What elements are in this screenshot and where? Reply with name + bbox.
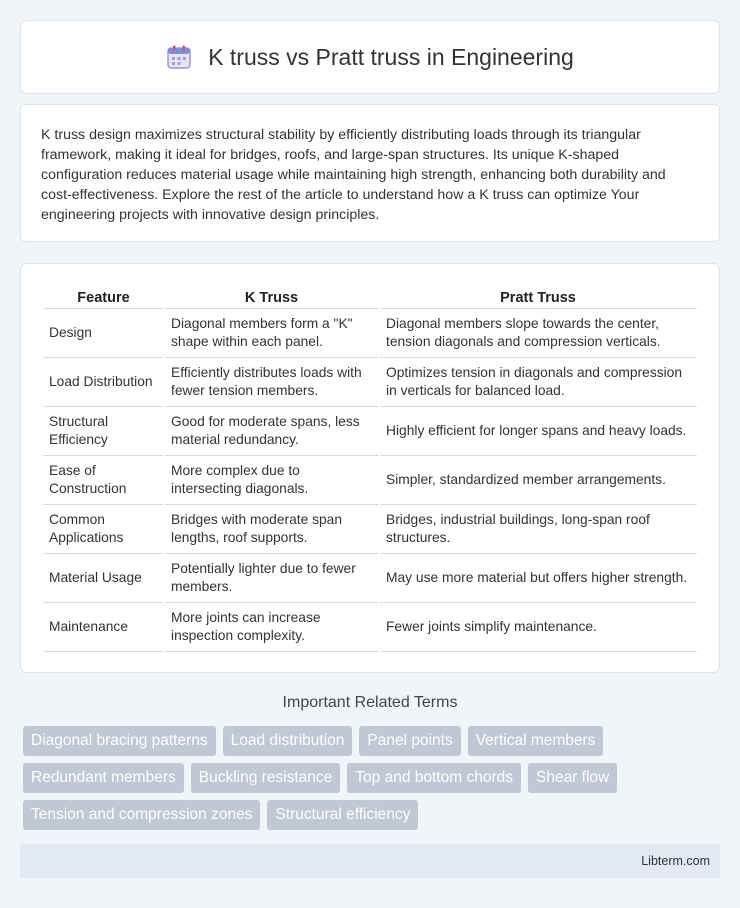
feature-cell: Structural Efficiency bbox=[43, 406, 164, 455]
table-row bbox=[43, 406, 697, 455]
k-truss-cell: Bridges with moderate span lengths, roof supports. bbox=[164, 504, 379, 553]
page-title: K truss vs Pratt truss in Engineering bbox=[208, 43, 574, 70]
tag-row bbox=[23, 800, 723, 830]
calendar-icon bbox=[166, 44, 192, 70]
comparison-table-card bbox=[20, 263, 720, 673]
footer-site-link[interactable]: Libterm.com bbox=[641, 854, 710, 868]
tag-vertical-members[interactable]: Vertical members bbox=[468, 726, 604, 756]
intro-text: K truss design maximizes structural stability by efficiently distributing loads through its triangular framework, making it ideal for bridges, roofs, and large-span structures. Its unique K-shaped configuration reduces material usage while maintaining high strength, enhancing both durability and cost-effectiveness. Explore the rest of the article to understand how a K truss can optimize Your engineering projects with innovative design principles. bbox=[41, 127, 666, 223]
title-card bbox=[20, 20, 720, 94]
k-truss-cell: More complex due to intersecting diagonals. bbox=[164, 455, 379, 504]
pratt-truss-cell: May use more material but offers higher strength. bbox=[379, 553, 697, 602]
feature-cell: Common Applications bbox=[43, 504, 164, 553]
k-truss-cell: Potentially lighter due to fewer members. bbox=[164, 553, 379, 602]
related-terms-list bbox=[23, 726, 723, 837]
table-row bbox=[43, 602, 697, 651]
footer bbox=[20, 844, 720, 878]
tag-row bbox=[23, 763, 723, 793]
feature-cell: Material Usage bbox=[43, 553, 164, 602]
tag-tension-and-compression-zones[interactable]: Tension and compression zones bbox=[23, 800, 260, 830]
feature-cell: Design bbox=[43, 308, 164, 357]
tag-top-and-bottom-chords[interactable]: Top and bottom chords bbox=[347, 763, 521, 793]
pratt-truss-cell: Fewer joints simplify maintenance. bbox=[379, 602, 697, 651]
header-feature: Feature bbox=[43, 284, 164, 308]
feature-cell: Load Distribution bbox=[43, 357, 164, 406]
feature-cell: Ease of Construction bbox=[43, 455, 164, 504]
pratt-truss-cell: Diagonal members slope towards the center, tension diagonals and compression verticals. bbox=[379, 308, 697, 357]
table-row bbox=[43, 308, 697, 357]
related-terms-title: Important Related Terms bbox=[282, 694, 458, 711]
header-k-truss: K Truss bbox=[164, 284, 379, 308]
tag-redundant-members[interactable]: Redundant members bbox=[23, 763, 184, 793]
tag-diagonal-bracing-patterns[interactable]: Diagonal bracing patterns bbox=[23, 726, 216, 756]
tag-panel-points[interactable]: Panel points bbox=[359, 726, 460, 756]
comparison-table bbox=[43, 284, 697, 652]
tag-structural-efficiency[interactable]: Structural efficiency bbox=[267, 800, 418, 830]
table-row bbox=[43, 504, 697, 553]
tag-row bbox=[23, 726, 723, 756]
header-pratt-truss: Pratt Truss bbox=[379, 284, 697, 308]
k-truss-cell: More joints can increase inspection complexity. bbox=[164, 602, 379, 651]
pratt-truss-cell: Highly efficient for longer spans and heavy loads. bbox=[379, 406, 697, 455]
k-truss-cell: Good for moderate spans, less material redundancy. bbox=[164, 406, 379, 455]
k-truss-cell: Diagonal members form a "K" shape within each panel. bbox=[164, 308, 379, 357]
table-row bbox=[43, 455, 697, 504]
tag-shear-flow[interactable]: Shear flow bbox=[528, 763, 617, 793]
table-row bbox=[43, 553, 697, 602]
intro-card bbox=[20, 104, 720, 242]
pratt-truss-cell: Simpler, standardized member arrangements. bbox=[379, 455, 697, 504]
tag-buckling-resistance[interactable]: Buckling resistance bbox=[191, 763, 341, 793]
table-row bbox=[43, 357, 697, 406]
k-truss-cell: Efficiently distributes loads with fewer tension members. bbox=[164, 357, 379, 406]
pratt-truss-cell: Bridges, industrial buildings, long-span roof structures. bbox=[379, 504, 697, 553]
feature-cell: Maintenance bbox=[43, 602, 164, 651]
pratt-truss-cell: Optimizes tension in diagonals and compression in verticals for balanced load. bbox=[379, 357, 697, 406]
table-header-row bbox=[43, 284, 697, 308]
tag-load-distribution[interactable]: Load distribution bbox=[223, 726, 353, 756]
